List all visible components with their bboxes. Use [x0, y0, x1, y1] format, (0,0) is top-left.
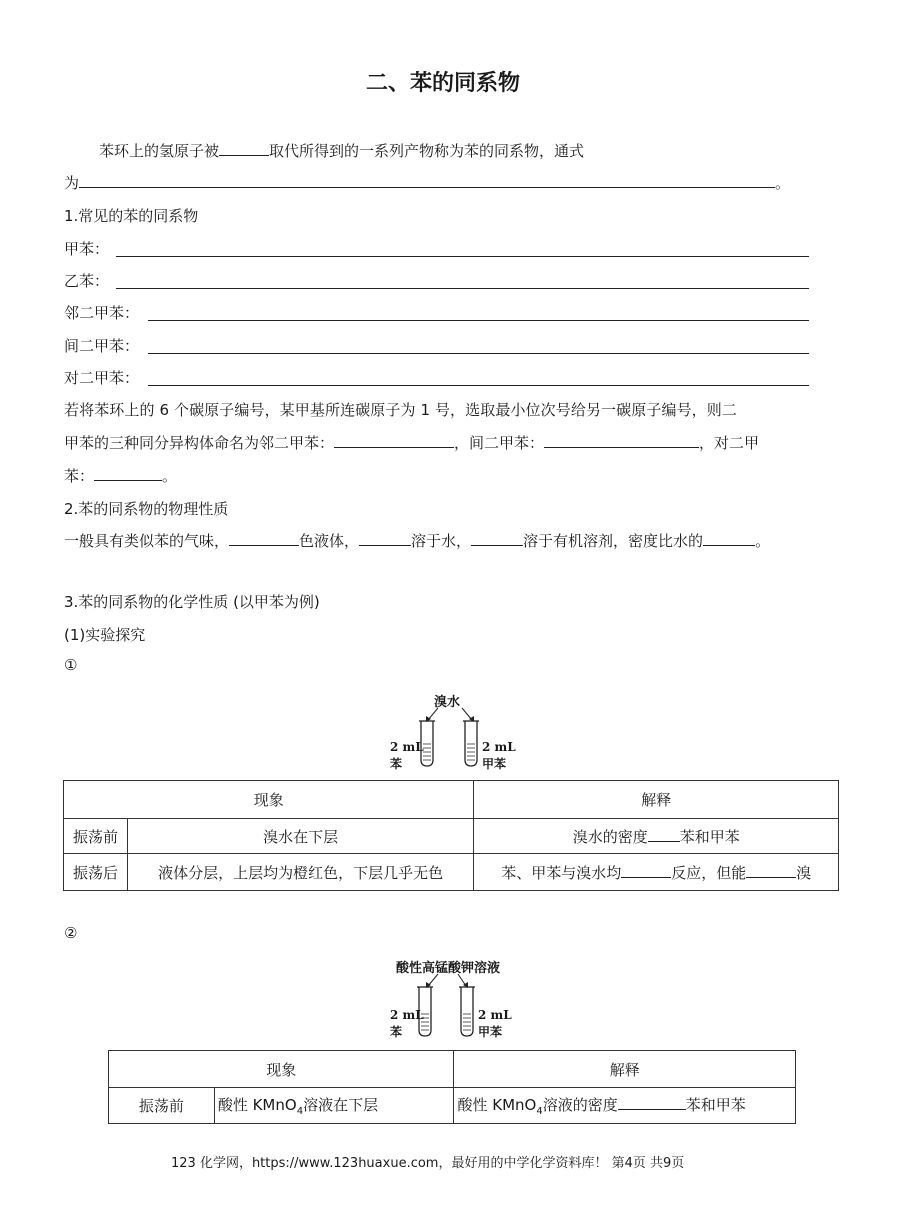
table2-header-row [109, 1051, 796, 1088]
naming-text-c: ，对二甲 [699, 434, 760, 452]
intro-line-2 [64, 172, 790, 193]
fig2-left-volume: 2 mL [390, 1008, 424, 1022]
table2-row1-exp-b: 溶液的密度 [542, 1096, 618, 1114]
blank-water-solubility[interactable] [359, 531, 411, 546]
naming-text-d: 苯： [64, 467, 95, 485]
table2-row1-phenomenon [214, 1088, 454, 1124]
experiment-2-marker: ② [64, 924, 78, 942]
item-ethylbenzene-label: 乙苯： [64, 272, 110, 290]
table1-row2-phenomenon: 液体分层，上层均为橙红色，下层几乎无色 [127, 854, 474, 891]
table2-row1-phen-b: 溶液在下层 [303, 1096, 379, 1114]
fig2-liquid-right [463, 1014, 471, 1030]
blank-density-compare-1[interactable] [648, 827, 680, 842]
table1-row2-explanation [474, 854, 839, 891]
item-toluene-label: 甲苯： [64, 240, 110, 258]
table1-row1-label: 振荡前 [64, 819, 128, 854]
table2-row1-phen-a: 酸性 KMnO [217, 1096, 297, 1114]
intro-text-a: 苯环上的氢原子被 [99, 142, 220, 160]
fig2-tube-right [461, 987, 473, 1036]
fig2-right-volume: 2 mL [478, 1008, 512, 1022]
fig1-reagent-label: 溴水 [434, 695, 461, 710]
fig2-test-tubes [380, 968, 530, 1043]
table1-row2-exp-a: 苯、甲苯与溴水均 [501, 863, 622, 882]
table-row [64, 854, 839, 891]
blank-p-xylene-name[interactable] [94, 466, 162, 481]
item-m-xylene-label: 间二甲苯： [64, 337, 140, 355]
blank-toluene[interactable] [116, 256, 809, 257]
naming-text-b: ，间二甲苯： [454, 434, 545, 452]
fig1-tube-right [465, 721, 477, 766]
blank-organic-solubility[interactable] [471, 531, 523, 546]
fig1-test-tubes [380, 700, 530, 775]
blank-ethylbenzene[interactable] [116, 288, 809, 289]
fig1-right-volume: 2 mL [482, 740, 516, 754]
table-row [64, 819, 839, 854]
blank-o-xylene-name[interactable] [334, 433, 454, 448]
fig1-left-volume: 2 mL [390, 740, 424, 754]
naming-line-1: 若将苯环上的 6 个碳原子编号，某甲基所连碳原子为 1 号，选取最小位次号给另一碳原子编号，则二 [64, 401, 737, 419]
table2-header-phenomenon: 现象 [109, 1051, 454, 1088]
table1-header-phenomenon: 现象 [64, 781, 474, 819]
naming-line-2 [64, 432, 759, 453]
phys-text-c: 溶于水， [411, 532, 472, 550]
table1-row1-explanation [474, 819, 839, 854]
intro-end: 。 [775, 174, 791, 192]
table2-row1-exp-c: 苯和甲苯 [685, 1096, 746, 1114]
naming-text-a: 甲苯的三种同分异构体命名为邻二甲苯： [64, 434, 335, 452]
blank-color[interactable] [229, 531, 299, 546]
section1-heading: 1.常见的苯的同系物 [64, 207, 199, 225]
blank-m-xylene[interactable] [148, 353, 809, 354]
intro-line-1 [99, 140, 584, 161]
section3-heading: 3.苯的同系物的化学性质 (以甲苯为例) [64, 593, 320, 611]
blank-general-formula[interactable] [79, 173, 775, 188]
phys-text-d: 溶于有机溶剂，密度比水的 [523, 532, 704, 550]
physical-properties-line [64, 530, 770, 551]
table2-row1-phen-sub: 4 [296, 1106, 304, 1117]
page-title: 二、苯的同系物 [366, 71, 521, 96]
blank-extraction[interactable] [746, 863, 796, 878]
section2-heading: 2.苯的同系物的物理性质 [64, 500, 229, 518]
naming-line-3 [64, 465, 177, 486]
blank-reaction[interactable] [621, 863, 671, 878]
table1-row1-exp-b: 苯和甲苯 [679, 827, 740, 846]
table2-row1-exp-sub: 4 [536, 1106, 543, 1117]
fig1-liquid-left [423, 744, 431, 760]
table1-row1-phenomenon: 溴水在下层 [127, 819, 474, 854]
table1-row1-exp-a: 溴水的密度 [572, 827, 648, 846]
table-row [109, 1088, 796, 1124]
fig1-left-liquid: 苯 [390, 757, 403, 771]
fig2-left-liquid: 苯 [390, 1025, 403, 1039]
blank-substituent[interactable] [219, 141, 269, 156]
table1-header-explanation: 解释 [474, 781, 839, 819]
page-footer: 123 化学网，https://www.123huaxue.com，最好用的中学化学资料库！ 第4页 共9页 [171, 1156, 685, 1171]
intro-text-c: 为 [64, 174, 80, 192]
table2-row1-explanation [454, 1088, 796, 1124]
blank-o-xylene[interactable] [148, 320, 809, 321]
fig1-liquid-right [467, 744, 475, 760]
blank-density[interactable] [703, 531, 755, 546]
phys-end: 。 [755, 532, 771, 550]
section3-subheading: (1)实验探究 [64, 626, 146, 644]
fig2-right-liquid: 甲苯 [478, 1025, 503, 1039]
item-o-xylene-label: 邻二甲苯： [64, 304, 140, 322]
phys-text-a: 一般具有类似苯的气味， [64, 532, 230, 550]
table2-header-explanation: 解释 [454, 1051, 796, 1088]
fig1-right-liquid: 甲苯 [482, 757, 507, 771]
table1-row2-exp-b: 反应，但能 [671, 863, 747, 882]
naming-end: 。 [162, 467, 178, 485]
table1-row2-label: 振荡后 [64, 854, 128, 891]
item-p-xylene-label: 对二甲苯： [64, 369, 140, 387]
table1-header-row [64, 781, 839, 819]
table2-row1-exp-a: 酸性 KMnO [457, 1096, 537, 1114]
experiment-1-marker: ① [64, 656, 78, 674]
table1-row2-exp-c: 溴 [796, 863, 812, 882]
blank-density-compare-2[interactable] [618, 1095, 686, 1110]
intro-text-b: 取代所得到的一系列产物称为苯的同系物，通式 [269, 142, 585, 160]
table-kmno4 [108, 1050, 796, 1124]
phys-text-b: 色液体， [299, 532, 360, 550]
blank-p-xylene[interactable] [148, 385, 809, 386]
table2-row1-label: 振荡前 [109, 1088, 215, 1124]
blank-m-xylene-name[interactable] [544, 433, 699, 448]
fig2-reagent-label: 酸性高锰酸钾溶液 [396, 961, 501, 976]
table-bromine-water [63, 780, 839, 891]
